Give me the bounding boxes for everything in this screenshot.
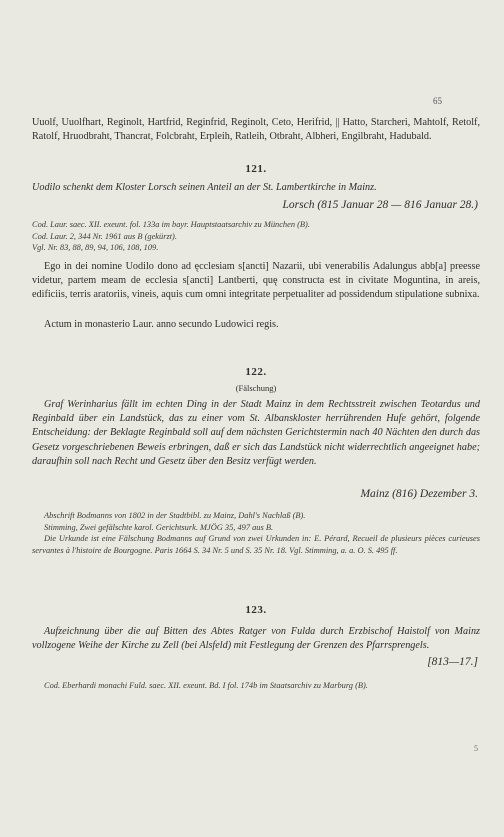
note-line: Die Urkunde ist eine Fälschung Bodmanns auf Grund von zwei Urkunden in: E. Pérard, Recueil de plusieurs pièces curieuses servantes à l'histoire de Bourgogne. Paris 1664 S. 34 Nr. 5 und S. 35 Nr. 18. Vgl. Stimming, a. a. O. S. 495 ff.: [32, 534, 480, 555]
note-line: Abschrift Bodmanns von 1802 in der Stadtbibl. zu Mainz, Dahl's Nachlaß (B).: [44, 511, 306, 520]
section-123-notes: [32, 680, 480, 692]
note-line: Cod. Eberhardi monachi Fuld. saec. XII. exeunt. Bd. I fol. 174b im Staatsarchiv zu Marburg (B).: [44, 681, 368, 690]
note-line: Cod. Laur. saec. XII. exeunt. fol. 133a im bayr. Hauptstaatsarchiv zu München (B).: [32, 220, 310, 229]
section-121-text: Ego in dei nomine Uodilo dono ad ęcclesiam s[ancti] Nazarii, ubi venerabilis Adalungus abb[a] preesse videtur, partem meam de ecclesia s[ancti] Lantberti, quę constructa est in civitate Moguntina, in areis, edificiis, terris aratoriis, vineis, aquis cum omni integritate perpetualiter ad possidendum stipulatione subnixa.: [32, 261, 480, 301]
section-122-date: Mainz (816) Dezember 3.: [360, 488, 478, 500]
section-122-notes: [32, 510, 480, 556]
section-121-title: Uodilo schenkt dem Kloster Lorsch seinen Anteil an der St. Lambertkirche in Mainz.: [32, 182, 377, 193]
note-line: Cod. Laur. 2, 344 Nr. 1961 aus B (gekürzt).: [32, 231, 177, 241]
footer-signature-mark: 5: [474, 744, 478, 753]
section-123-number: 123.: [245, 604, 267, 616]
section-122-number: 122.: [245, 366, 267, 378]
section-121-number: 121.: [245, 163, 267, 175]
section-123-title: Aufzeichnung über die auf Bitten des Abtes Ratger von Fulda durch Erzbischof Haistolf von Mainz vollzogene Weihe der Kirche zu Zell (bei Alsfeld) mit Festlegung der Grenzen des Pfarrsprengels.: [32, 626, 480, 652]
section-121-notes: [32, 219, 480, 254]
section-123-date: [813—17.]: [427, 656, 478, 668]
section-122-title: Graf Werinharius fällt im echten Ding in der Stadt Mainz in dem Rechtsstreit zwischen Teotardus und Reginbald über ein Landstück, das zu einer vom St. Albanskloster herrührenden Hufe gehört, folgende Entscheidung: der Beklagte Reginbald soll auf dem nächsten Gerichtstermin nach 40 Nächten den durch das Gesetz vorgeschriebenen Beweis erbringen, daß er sich das Landstück nicht widerrechtlich angeeignet habe; daraufhin soll nach Recht und Gesetz über den Besitz verfügt werden.: [32, 399, 480, 467]
page-number: 65: [433, 96, 442, 106]
section-121-actum: Actum in monasterio Laur. anno secundo Ludowici regis.: [44, 319, 279, 330]
section-121-date: Lorsch (815 Januar 28 — 816 Januar 28.): [282, 199, 478, 211]
intro-paragraph: Uuolf, Uuolfhart, Reginolt, Hartfrid, Reginfrid, Reginolt, Ceto, Herifrid, || Hatto, Starcheri, Mahtolf, Retolf, Ratolf, Hruodbraht, Thancrat, Folcbraht, Erpleih, Ratleih, Otbraht, Albheri, Engilbraht, Hadubald.: [32, 117, 480, 143]
note-line: Vgl. Nr. 83, 88, 89, 94, 106, 108, 109.: [32, 243, 159, 253]
section-122-subtitle: (Fälschung): [235, 383, 277, 393]
note-line: Stimming, Zwei gefälschte karol. Gerichtsurk. MJÖG 35, 497 aus B.: [44, 522, 274, 532]
